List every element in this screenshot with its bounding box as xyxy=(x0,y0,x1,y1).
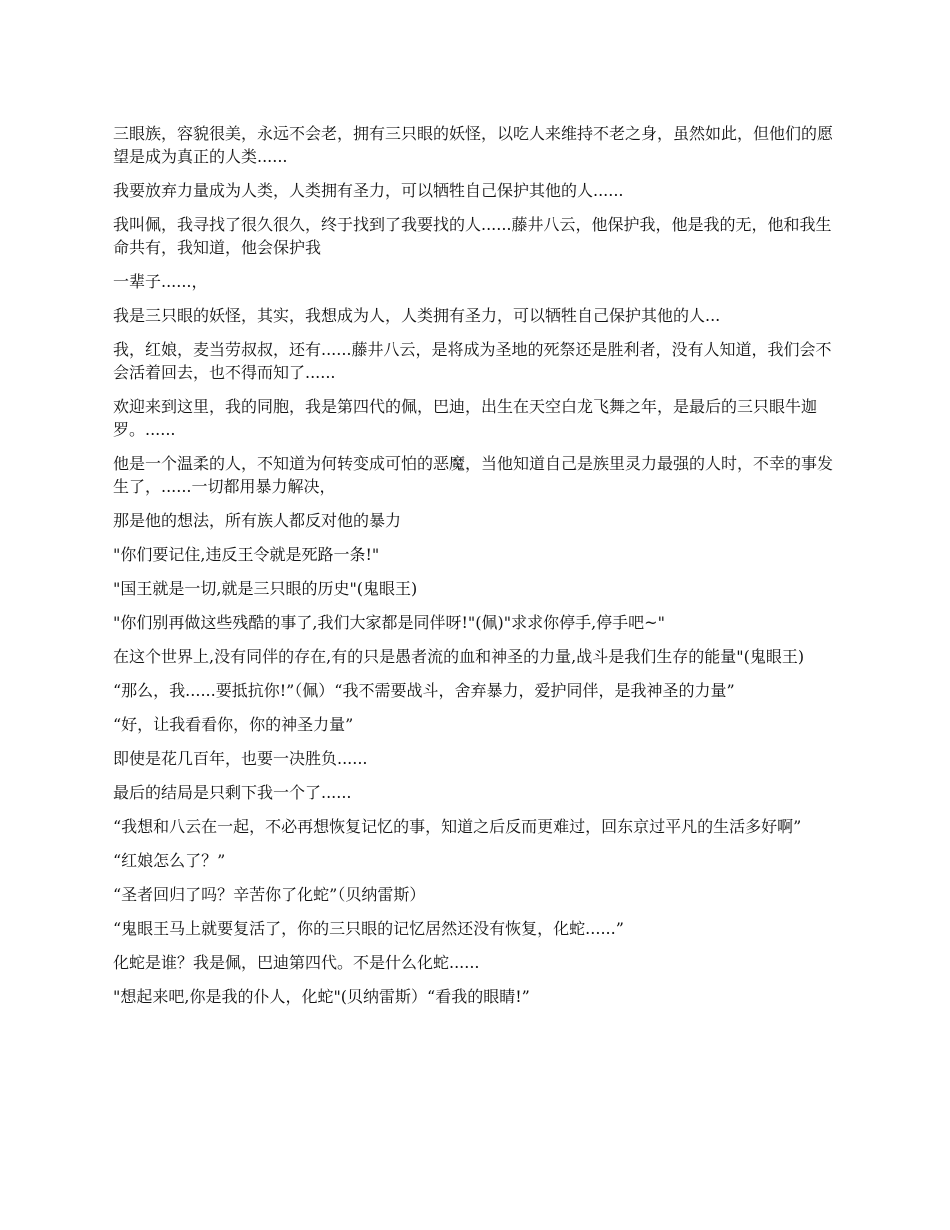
paragraph-6: 我，红娘，麦当劳叔叔，还有......藤井八云，是将成为圣地的死祭还是胜利者，没有人知道，我们会不会活着回去，也不得而知了...... xyxy=(113,340,832,382)
paragraph-20: “圣者回归了吗？辛苦你了化蛇”（贝纳雷斯） xyxy=(113,885,426,904)
paragraph-17: 最后的结局是只剩下我一个了...... xyxy=(113,783,352,802)
paragraph-9: 那是他的想法，所有族人都反对他的暴力 xyxy=(113,511,402,530)
paragraph-14: “那么，我......要抵抗你!”（佩）“我不需要战斗，舍弃暴力，爱护同伴，是我神圣的力量” xyxy=(113,681,735,700)
paragraph-11: "国王就是一切,就是三只眼的历史"(鬼眼王) xyxy=(113,579,418,598)
paragraph-3: 我叫佩，我寻找了很久很久，终于找到了我要找的人......藤井八云，他保护我，他是我的无，他和我生命共有，我知道，他会保护我 xyxy=(113,215,832,257)
document-body xyxy=(113,122,843,1019)
paragraph-16: 即使是花几百年，也要一决胜负...... xyxy=(113,749,368,768)
paragraph-5: 我是三只眼的妖怪，其实，我想成为人，人类拥有圣力，可以牺牲自己保护其他的人... xyxy=(113,306,721,325)
paragraph-8: 他是一个温柔的人，不知道为何转变成可怕的恶魔，当他知道自己是族里灵力最强的人时，不幸的事发生了，......一切都用暴力解决， xyxy=(113,454,834,496)
paragraph-15: “好，让我看看你，你的神圣力量” xyxy=(113,715,354,734)
paragraph-2: 我要放弃力量成为人类，人类拥有圣力，可以牺牲自己保护其他的人...... xyxy=(113,181,624,200)
paragraph-4: 一辈子......， xyxy=(113,272,208,291)
paragraph-7: 欢迎来到这里，我的同胞，我是第四代的佩，巴迪，出生在天空白龙飞舞之年，是最后的三只眼牛迦罗。...... xyxy=(113,397,818,439)
paragraph-1: 三眼族，容貌很美，永远不会老，拥有三只眼的妖怪，以吃人来维持不老之身，虽然如此，但他们的愿望是成为真正的人类...... xyxy=(113,124,834,166)
paragraph-19: “红娘怎么了？” xyxy=(113,851,226,870)
paragraph-18: “我想和八云在一起，不必再想恢复记忆的事，知道之后反而更难过，回东京过平凡的生活多好啊” xyxy=(113,817,802,836)
paragraph-23: "想起来吧,你是我的仆人，化蛇"(贝纳雷斯）“看我的眼睛!” xyxy=(113,987,530,1006)
paragraph-21: “鬼眼王马上就要复活了，你的三只眼的记忆居然还没有恢复，化蛇......” xyxy=(113,919,624,938)
paragraph-13: 在这个世界上,没有同伴的存在,有的只是愚者流的血和神圣的力量,战斗是我们生存的能量"(鬼眼王) xyxy=(113,647,805,666)
paragraph-22: 化蛇是谁？我是佩，巴迪第四代。不是什么化蛇...... xyxy=(113,953,480,972)
paragraph-12: "你们别再做这些残酷的事了,我们大家都是同伴呀!"(佩)"求求你停手,停手吧~" xyxy=(113,613,665,632)
paragraph-10: "你们要记住,违反王令就是死路一条!" xyxy=(113,545,380,564)
